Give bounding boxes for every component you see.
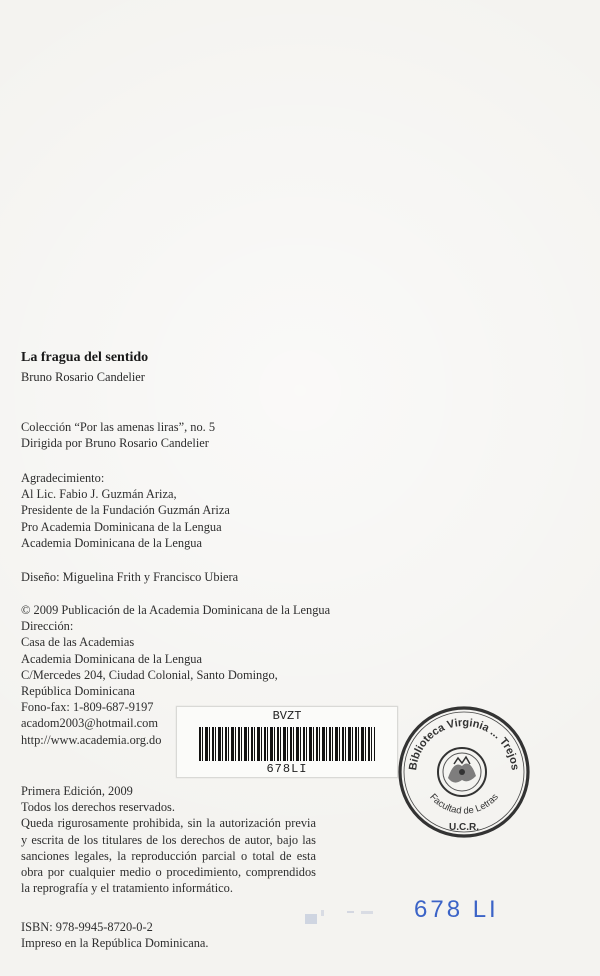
edition-section bbox=[21, 783, 316, 896]
address-line: C/Mercedes 204, Ciudad Colonial, Santo Domingo, bbox=[21, 667, 278, 682]
barcode bbox=[199, 727, 375, 761]
book-title: La fragua del sentido bbox=[21, 350, 149, 365]
acknowledgement-heading: Agradecimiento: bbox=[21, 471, 105, 485]
website-line: http://www.academia.org.do bbox=[21, 732, 162, 747]
legal-notice-text: Queda rigurosamente prohibida, sin la autorización previa y escrita de los titulares de los derechos de autor, bajo las sanciones legales, la reproducción parcial o total de esta obra por cualquier medio o procedimiento, comprendidos la reprografía y el tratamiento informático. bbox=[21, 816, 316, 896]
barcode-sticker bbox=[176, 706, 398, 778]
acknowledgement-section bbox=[21, 470, 230, 551]
stamp-top-text: Biblioteca Virginia ... Trejos bbox=[407, 716, 521, 772]
acknowledgement-line: Al Lic. Fabio J. Guzmán Ariza, bbox=[21, 487, 177, 502]
book-author: Bruno Rosario Candelier bbox=[21, 370, 145, 384]
legal-notice bbox=[21, 815, 316, 896]
sticker-code-bottom: 678LI bbox=[266, 762, 308, 776]
stamp-seal-emblem-icon bbox=[438, 748, 486, 796]
stamp-bottom-text: Facultad de Letras bbox=[427, 791, 501, 817]
isbn-line: ISBN: 978-9945-8720-0-2 bbox=[21, 920, 153, 934]
address-line: República Dominicana bbox=[21, 684, 135, 699]
address-line: Casa de las Academias bbox=[21, 635, 135, 650]
address-line: Academia Dominicana de la Lengua bbox=[21, 651, 202, 666]
sticker-code-top: BVZT bbox=[272, 709, 302, 723]
handwritten-call-number: 678 LI bbox=[414, 896, 499, 923]
acknowledgement-line: Pro Academia Dominicana de la Lengua bbox=[21, 519, 222, 534]
copyright-line: © 2009 Publicación de la Academia Dominicana de la Lengua bbox=[21, 603, 331, 617]
design-line: Diseño: Miguelina Frith y Francisco Ubiera bbox=[21, 570, 239, 584]
email-line: acadom2003@hotmail.com bbox=[21, 716, 159, 731]
library-stamp bbox=[394, 700, 534, 840]
acknowledgement-line: Academia Dominicana de la Lengua bbox=[21, 535, 202, 550]
collection-info bbox=[21, 419, 215, 451]
acknowledgement-line: Presidente de la Fundación Guzmán Ariza bbox=[21, 503, 230, 518]
rights-reserved: Todos los derechos reservados. bbox=[21, 800, 175, 815]
collection-director: Dirigida por Bruno Rosario Candelier bbox=[21, 436, 209, 451]
first-edition: Primera Edición, 2009 bbox=[21, 784, 133, 798]
faint-ink-mark bbox=[303, 908, 379, 926]
stamp-ucr: U.C.R. bbox=[449, 822, 479, 833]
isbn-section bbox=[21, 919, 209, 951]
direction-label: Dirección: bbox=[21, 619, 74, 634]
design-credit bbox=[21, 569, 238, 585]
phone-line: Fono-fax: 1-809-687-9197 bbox=[21, 700, 154, 715]
printed-in-line: Impreso en la República Dominicana. bbox=[21, 936, 209, 951]
collection-line: Colección “Por las amenas liras”, no. 5 bbox=[21, 420, 216, 434]
